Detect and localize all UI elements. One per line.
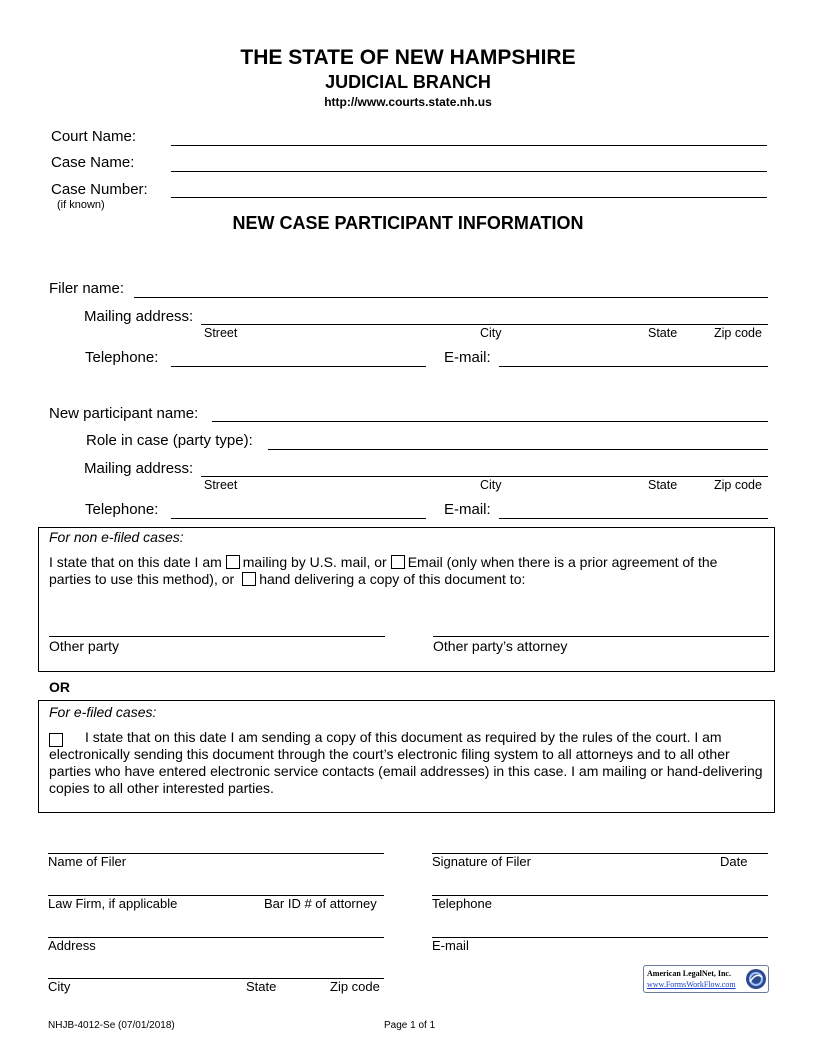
hand-delivery-option-label: hand delivering a copy of this document to: [259, 571, 526, 587]
filer-street-caption: Street [204, 326, 238, 340]
logo-company-name: American LegalNet, Inc. [647, 969, 731, 978]
branch-title: JUDICIAL BRANCH [325, 72, 491, 92]
other-party-attorney-label: Other party’s attorney [433, 638, 568, 654]
non-efiled-heading: For non e-filed cases: [49, 529, 184, 545]
state-label: State [246, 979, 277, 994]
participant-email-label: E-mail: [444, 501, 491, 518]
signature-of-filer-label: Signature of Filer [432, 854, 531, 869]
court-website-link[interactable]: http://www.courts.state.nh.us [324, 95, 492, 109]
participant-email-field[interactable] [499, 518, 768, 519]
american-legalnet-logo [643, 965, 769, 993]
bar-id-label: Bar ID # of attorney [264, 896, 377, 911]
participant-state-caption: State [648, 478, 678, 492]
efiled-heading: For e-filed cases: [49, 704, 157, 720]
date-label: Date [720, 854, 748, 869]
or-separator: OR [49, 679, 70, 695]
email-option-label: Email (only when there is a prior agreement of the [407, 554, 718, 570]
telephone-label: Telephone [432, 896, 492, 911]
filer-city-caption: City [480, 326, 502, 340]
court-name-field[interactable] [171, 145, 767, 146]
logo-website[interactable]: www.FormsWorkFlow.com [647, 980, 736, 989]
participant-city-caption: City [480, 478, 502, 492]
other-party-attorney-field[interactable] [433, 636, 769, 637]
non-efiled-statement-line1 [49, 554, 717, 570]
filer-zip-caption: Zip code [714, 326, 762, 340]
page-number: Page 1 of 1 [384, 1020, 436, 1031]
filer-mailing-field[interactable] [201, 324, 768, 325]
state-title: THE STATE OF NEW HAMPSHIRE [240, 46, 576, 69]
case-number-field[interactable] [171, 197, 767, 198]
law-firm-label: Law Firm, if applicable [48, 896, 178, 911]
non-efiled-text-2: parties to use this method), or [49, 571, 235, 587]
filer-telephone-label: Telephone: [85, 349, 159, 366]
participant-telephone-label: Telephone: [85, 501, 159, 518]
participant-role-field[interactable] [268, 449, 768, 450]
case-name-field[interactable] [171, 171, 767, 172]
address-line[interactable] [48, 937, 384, 938]
filer-email-label: E-mail: [444, 349, 491, 366]
if-known-note: (if known) [57, 199, 105, 211]
filer-state-caption: State [648, 326, 678, 340]
case-number-label: Case Number: [51, 181, 148, 198]
participant-street-caption: Street [204, 478, 238, 492]
mail-checkbox[interactable] [226, 555, 240, 569]
filer-name-field[interactable] [134, 297, 768, 298]
filer-email-field[interactable] [499, 366, 768, 367]
participant-telephone-field[interactable] [171, 518, 426, 519]
efiled-statement: I state that on this date I am sending a copy of this document as required by the rules of the court. I am electronically sending this document through the court’s electronic filing system to all attorneys and to all other parties who have entered electronic service contacts (email addresses) in this case. I am mailing or hand-delivering copies to all other interested parties. [49, 729, 763, 796]
participant-zip-caption: Zip code [714, 478, 762, 492]
filer-mailing-label: Mailing address: [84, 308, 194, 325]
participant-name-field[interactable] [212, 421, 768, 422]
email-label: E-mail [432, 938, 469, 953]
email-checkbox[interactable] [391, 555, 405, 569]
non-efiled-statement-line2 [49, 571, 525, 587]
zip-code-label: Zip code [330, 979, 380, 994]
participant-role-label: Role in case (party type): [86, 432, 253, 449]
court-name-label: Court Name: [51, 128, 137, 145]
filer-name-label: Filer name: [49, 280, 125, 297]
other-party-label: Other party [49, 638, 120, 654]
case-name-label: Case Name: [51, 154, 135, 171]
filer-telephone-field[interactable] [171, 366, 426, 367]
other-party-field[interactable] [49, 636, 385, 637]
form-id: NHJB-4012-Se (07/01/2018) [48, 1020, 175, 1031]
form-title: NEW CASE PARTICIPANT INFORMATION [232, 213, 584, 233]
name-of-filer-label: Name of Filer [48, 854, 127, 869]
efiled-box [38, 700, 775, 813]
mail-option-label: mailing by U.S. mail, or [242, 554, 387, 570]
hand-delivery-checkbox[interactable] [242, 572, 256, 586]
non-efiled-box [38, 527, 775, 672]
city-label: City [48, 979, 71, 994]
participant-name-label: New participant name: [49, 405, 199, 422]
non-efiled-text-1: I state that on this date I am [49, 554, 222, 570]
filer-email-signature-line[interactable] [432, 937, 768, 938]
globe-icon [745, 968, 767, 990]
participant-mailing-label: Mailing address: [84, 460, 194, 477]
participant-mailing-field[interactable] [201, 476, 768, 477]
address-label: Address [48, 938, 96, 953]
